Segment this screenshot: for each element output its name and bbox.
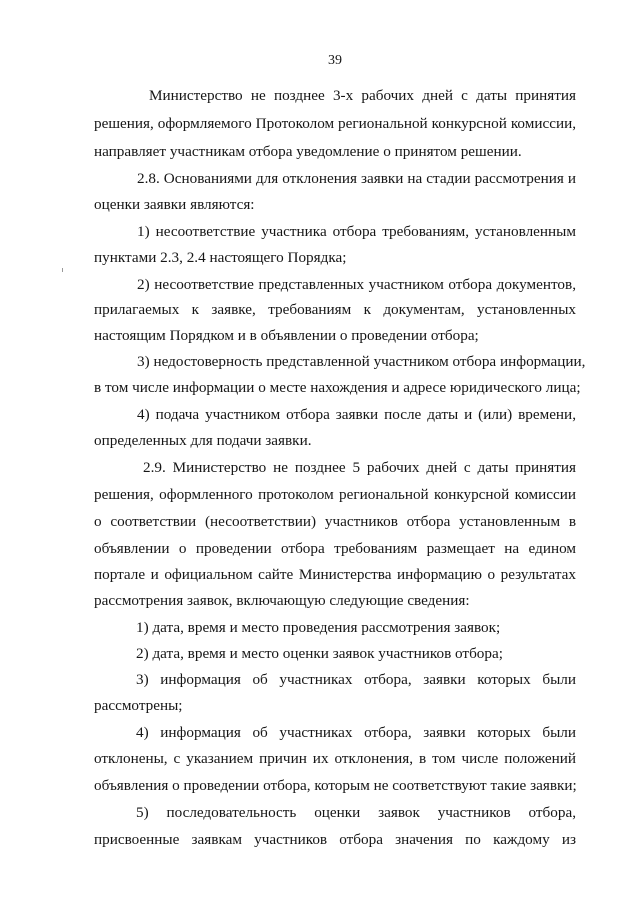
text-line: 2.8. Основаниями для отклонения заявки на стадии рассмотрения и [137, 170, 576, 187]
text-line: 2) дата, время и место оценки заявок участников отбора; [136, 645, 503, 662]
text-line: 1) дата, время и место проведения рассмотрения заявок; [136, 619, 501, 636]
text-line: 4) подача участником отбора заявки после даты и (или) времени, [137, 406, 576, 423]
scan-mark [62, 268, 63, 272]
text-line: 2.9. Министерство не позднее 5 рабочих дней с даты принятия [143, 459, 576, 476]
text-line: решения, оформляемого Протоколом региональной конкурсной комиссии, [94, 115, 576, 132]
page-number: 39 [328, 53, 342, 68]
text-line: 1) несоответствие участника отбора требованиям, установленным [137, 223, 576, 240]
text-line: рассмотрены; [94, 697, 183, 714]
text-line: рассмотрения заявок, включающую следующие сведения: [94, 592, 470, 609]
text-line: решения, оформленного протоколом региональной конкурсной комиссии [94, 486, 576, 503]
text-line: Министерство не позднее 3-х рабочих дней с даты принятия [149, 87, 576, 104]
text-line: пунктами 2.3, 2.4 настоящего Порядка; [94, 249, 347, 266]
text-line: 3) недостоверность представленной участником отбора информации, [137, 353, 586, 370]
text-line: определенных для подачи заявки. [94, 432, 312, 449]
text-line: прилагаемых к заявке, требованиям к документам, установленных [94, 301, 576, 318]
text-line: присвоенные заявкам участников отбора значения по каждому из [94, 831, 576, 848]
text-line: 5) последовательность оценки заявок участников отбора, [136, 804, 576, 821]
text-line: 4) информация об участниках отбора, заявки которых были [136, 724, 576, 741]
text-line: 3) информация об участниках отбора, заявки которых были [136, 671, 576, 688]
text-line: портале и официальном сайте Министерства информацию о результатах [94, 566, 576, 583]
text-line: о соответствии (несоответствии) участников отбора установленным в [94, 513, 576, 530]
text-line: направляет участникам отбора уведомление о принятом решении. [94, 143, 522, 160]
text-line: 2) несоответствие представленных участником отбора документов, [137, 276, 576, 293]
text-line: отклонены, с указанием причин их отклонения, в том числе положений [94, 750, 576, 767]
text-line: настоящим Порядком и в объявлении о проведении отбора; [94, 327, 479, 344]
text-line: оценки заявки являются: [94, 196, 255, 213]
text-line: в том числе информации о месте нахождения и адресе юридического лица; [94, 379, 581, 396]
text-line: объявлении о проведении отбора требованиям размещает на едином [94, 540, 576, 557]
text-line: объявления о проведении отбора, которым не соответствуют такие заявки; [94, 777, 577, 794]
